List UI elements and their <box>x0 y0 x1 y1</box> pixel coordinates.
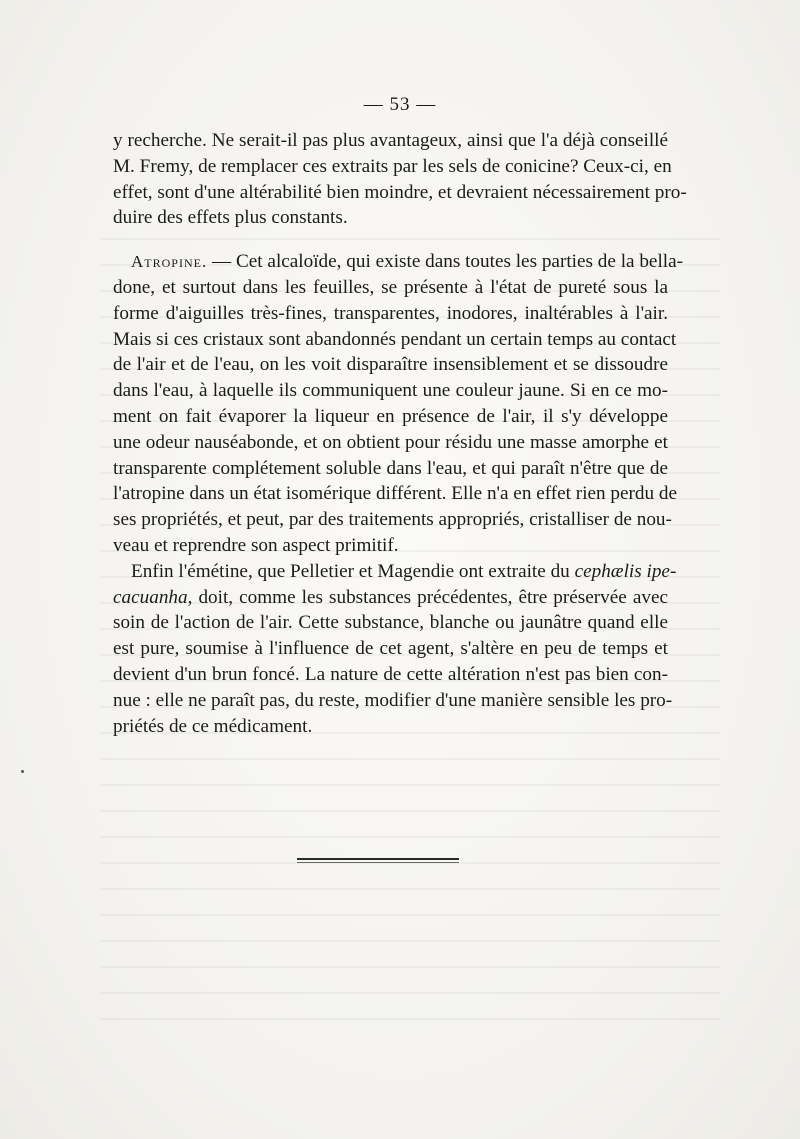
text-line: ment on fait évaporer la liqueur en présence de l'air, il s'y développe <box>113 405 668 427</box>
text-line: Atropine. — Cet alcaloïde, qui existe dans toutes les parties de la bella- <box>131 251 684 273</box>
text-line: une odeur nauséabonde, et on obtient pour résidu une masse amorphe et <box>113 431 668 453</box>
text-line: dans l'eau, à laquelle ils communiquent une couleur jaune. Si en ce mo- <box>113 380 668 402</box>
page-number: — 53 — <box>363 94 437 115</box>
text-line: y recherche. Ne serait-il pas plus avantageux, ainsi que l'a déjà conseillé <box>113 130 668 151</box>
paragraph-emetine <box>113 559 677 740</box>
text-line: transparente complétement soluble dans l'eau, et qui paraît n'être que de <box>113 457 668 479</box>
text-line: est pure, soumise à l'influence de cet agent, s'altère en peu de temps et <box>113 638 668 660</box>
text-line: M. Fremy, de remplacer ces extraits par les sels de conicine? Ceux-ci, en <box>113 155 672 177</box>
text-line: cacuanha, doit, comme les substances précédentes, être préservée avec <box>113 586 668 608</box>
section-heading: Atropine. <box>131 252 208 272</box>
text-line: l'atropine dans un état isomérique différent. Elle n'a en effet rien perdu de <box>113 483 678 505</box>
paragraph-atropine <box>113 249 684 559</box>
text-line: nue : elle ne paraît pas, du reste, modifier d'une manière sensible les pro- <box>113 689 673 711</box>
text-line: effet, sont d'une altérabilité bien moindre, et devraient nécessairement pro- <box>113 181 687 203</box>
text-line: soin de l'action de l'air. Cette substance, blanche ou jaunâtre quand elle <box>113 612 668 634</box>
text-line: devient d'un brun foncé. La nature de cette altération n'est pas bien con- <box>113 663 668 685</box>
text-line: de l'air et de l'eau, on les voit disparaître insensiblement et se dissoudre <box>113 354 668 376</box>
text-line: priétés de ce médicament. <box>113 715 313 737</box>
text-line: Enfin l'émétine, que Pelletier et Magendie ont extraite du cephælis ipe- <box>131 560 677 582</box>
text-line: Mais si ces cristaux sont abandonnés pendant un certain temps au contact <box>113 328 677 350</box>
text-line: forme d'aiguilles très-fines, transparentes, inodores, inaltérables à l'air. <box>113 302 668 324</box>
text-line: duire des effets plus constants. <box>113 207 348 229</box>
text-line: done, et surtout dans les feuilles, se présente à l'état de pureté sous la <box>113 276 668 298</box>
body-text <box>113 128 687 739</box>
section-rule <box>297 858 459 860</box>
paper-speck <box>21 770 24 773</box>
text-line: veau et reprendre son aspect primitif. <box>113 534 399 556</box>
paragraph-1 <box>113 128 687 231</box>
text-line: ses propriétés, et peut, par des traitements appropriés, cristalliser de nou- <box>113 509 672 531</box>
